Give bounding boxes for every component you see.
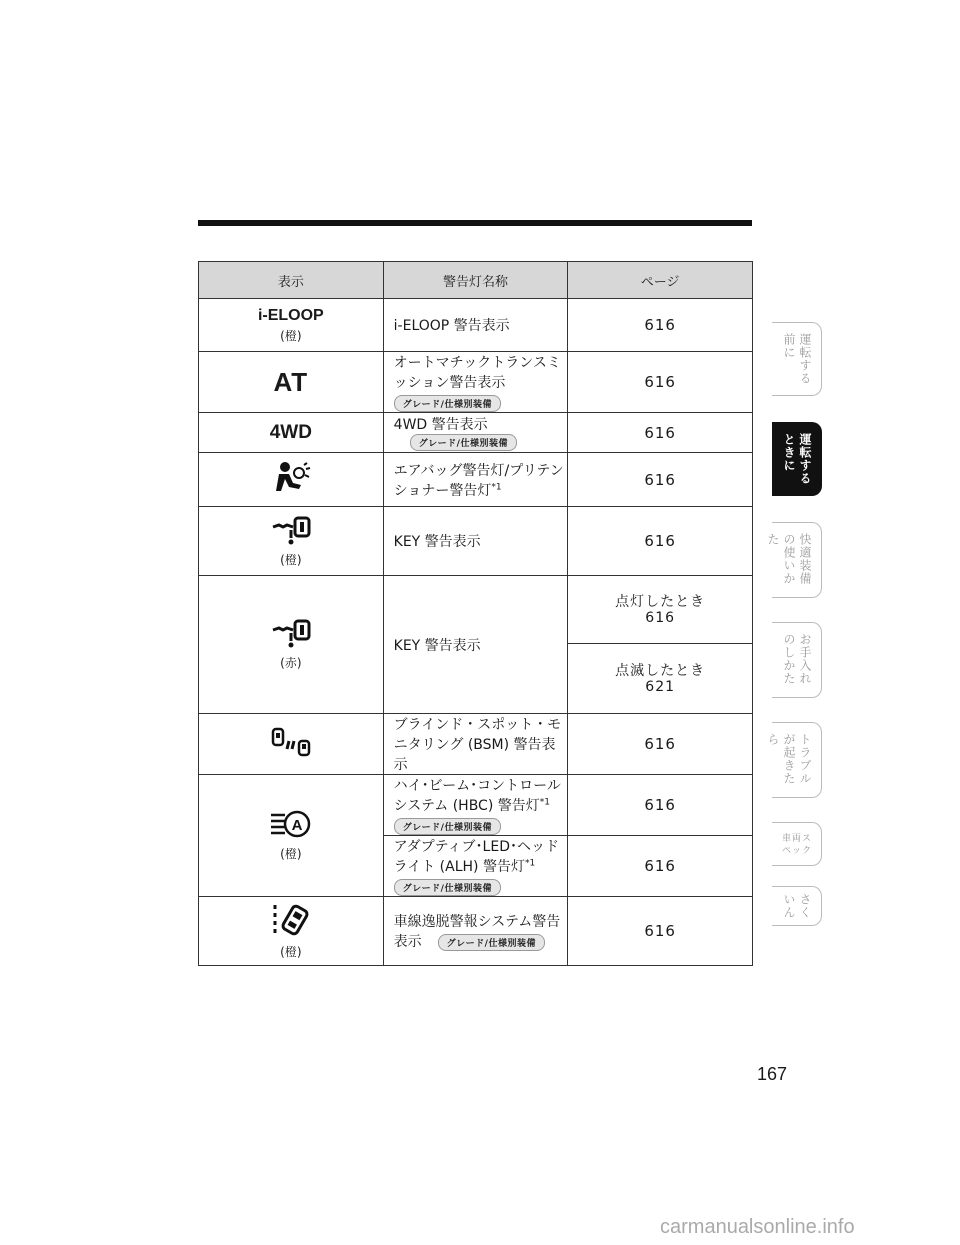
warning-name-cell	[383, 836, 568, 897]
table-row	[199, 897, 753, 966]
tab-maintenance[interactable]	[772, 622, 822, 698]
color-note: (橙)	[280, 847, 302, 861]
hbc-icon-cell	[199, 775, 384, 897]
color-note: (橙)	[280, 328, 302, 343]
4wd-icon: 4WD	[269, 421, 312, 443]
warning-name: KEY 警告表示	[383, 576, 568, 714]
table-header	[199, 262, 753, 299]
color-note: (赤)	[280, 656, 302, 670]
page-number-ref: 621	[645, 678, 676, 695]
page-condition-label: 点滅したとき	[615, 662, 706, 679]
at-icon-cell	[199, 352, 384, 413]
tab-label: 車両スペック	[781, 834, 812, 856]
tab-while-driving[interactable]	[772, 422, 822, 496]
warning-name-cell	[383, 453, 568, 507]
page-ref: 616	[568, 299, 753, 352]
grade-badge: グレード/仕様別装備	[438, 934, 545, 951]
lane-departure-icon	[269, 903, 313, 937]
warning-light-table	[198, 261, 753, 966]
tab-label: 運転する前に	[782, 333, 812, 385]
lane-icon-cell	[199, 897, 384, 966]
footnote-mark: *1	[539, 797, 550, 808]
warning-name: ハイ･ビーム･コントロールシステム (HBC) 警告灯	[393, 778, 561, 814]
page-ref-blink	[568, 644, 753, 714]
tab-specifications[interactable]	[772, 822, 822, 866]
warning-name: i-ELOOP 警告表示	[383, 299, 568, 352]
tab-before-driving[interactable]	[772, 322, 822, 396]
key-red-icon-cell	[199, 576, 384, 714]
page-ref-on	[568, 576, 753, 644]
warning-name-cell	[383, 897, 568, 966]
header-name: 警告灯名称	[383, 262, 568, 299]
warning-name-cell	[383, 352, 568, 413]
warning-name: 4WD 警告表示	[393, 417, 488, 433]
page-number: 167	[757, 1064, 788, 1084]
warning-name: アダプティブ･LED･ヘッドライト (ALH) 警告灯	[393, 839, 559, 875]
page-ref: 616	[568, 413, 753, 453]
airbag-icon	[271, 461, 311, 495]
tab-index[interactable]	[772, 886, 822, 926]
warning-name-cell	[383, 775, 568, 836]
key-orange-icon-cell	[199, 507, 384, 576]
eloop-icon-cell	[199, 299, 384, 352]
warning-name: エアバッグ警告灯/プリテンショナー警告灯	[393, 462, 564, 499]
watermark: carmanualsonline.info	[660, 1216, 855, 1238]
grade-badge: グレード/仕様別装備	[394, 818, 501, 835]
table-row	[199, 453, 753, 507]
table-row	[199, 576, 753, 644]
color-note: (橙)	[280, 944, 302, 959]
airbag-icon-cell	[199, 453, 384, 507]
header-page: ページ	[568, 262, 753, 299]
color-note: (橙)	[280, 552, 302, 567]
grade-badge: グレード/仕様別装備	[394, 879, 501, 896]
page-ref: 616	[568, 352, 753, 413]
page-ref: 616	[568, 714, 753, 775]
warning-name-cell	[383, 413, 568, 453]
key-icon	[269, 618, 313, 648]
bsm-icon	[269, 727, 313, 757]
page-ref: 616	[568, 453, 753, 507]
page-ref: 616	[568, 775, 753, 836]
tab-troubleshooting[interactable]	[766, 722, 822, 798]
tab-label: 運転するときに	[782, 433, 812, 485]
page-number-ref: 616	[645, 609, 676, 626]
key-icon	[269, 515, 313, 545]
tab-label: お手入れのしかた	[782, 633, 812, 685]
table-row	[199, 352, 753, 413]
footnote-mark: *1	[491, 481, 502, 492]
tab-label: さくいん	[782, 893, 812, 919]
table-row	[199, 775, 753, 836]
eloop-icon: i-ELOOP	[257, 306, 324, 324]
tab-label: トラブルが起きたら	[766, 733, 812, 785]
page-ref: 616	[568, 897, 753, 966]
warning-name: KEY 警告表示	[383, 507, 568, 576]
top-rule	[198, 220, 752, 226]
table-row	[199, 714, 753, 775]
bsm-icon-cell	[199, 714, 384, 775]
table-row	[199, 507, 753, 576]
warning-name: オートマチックトランスミッション警告表示	[393, 355, 561, 391]
table-row	[199, 413, 753, 453]
headlight-a-icon	[269, 809, 313, 839]
footnote-mark: *1	[524, 858, 536, 869]
tab-label: 快適装備の使いかた	[766, 533, 812, 585]
grade-badge: グレード/仕様別装備	[410, 434, 517, 451]
page-ref: 616	[568, 507, 753, 576]
page-condition-label: 点灯したとき	[615, 593, 706, 610]
table-row	[199, 299, 753, 352]
tab-comfort-features[interactable]	[766, 522, 822, 598]
header-display: 表示	[199, 262, 384, 299]
warning-name: 車線逸脱警報システム警告表示	[393, 914, 561, 950]
at-icon: AT	[273, 366, 309, 397]
warning-name: ブラインド・スポット・モニタリング (BSM) 警告表示	[383, 714, 568, 775]
svg-text:A: A	[291, 817, 303, 834]
page-ref: 616	[568, 836, 753, 897]
grade-badge: グレード/仕様別装備	[394, 395, 501, 412]
4wd-icon-cell	[199, 413, 384, 453]
